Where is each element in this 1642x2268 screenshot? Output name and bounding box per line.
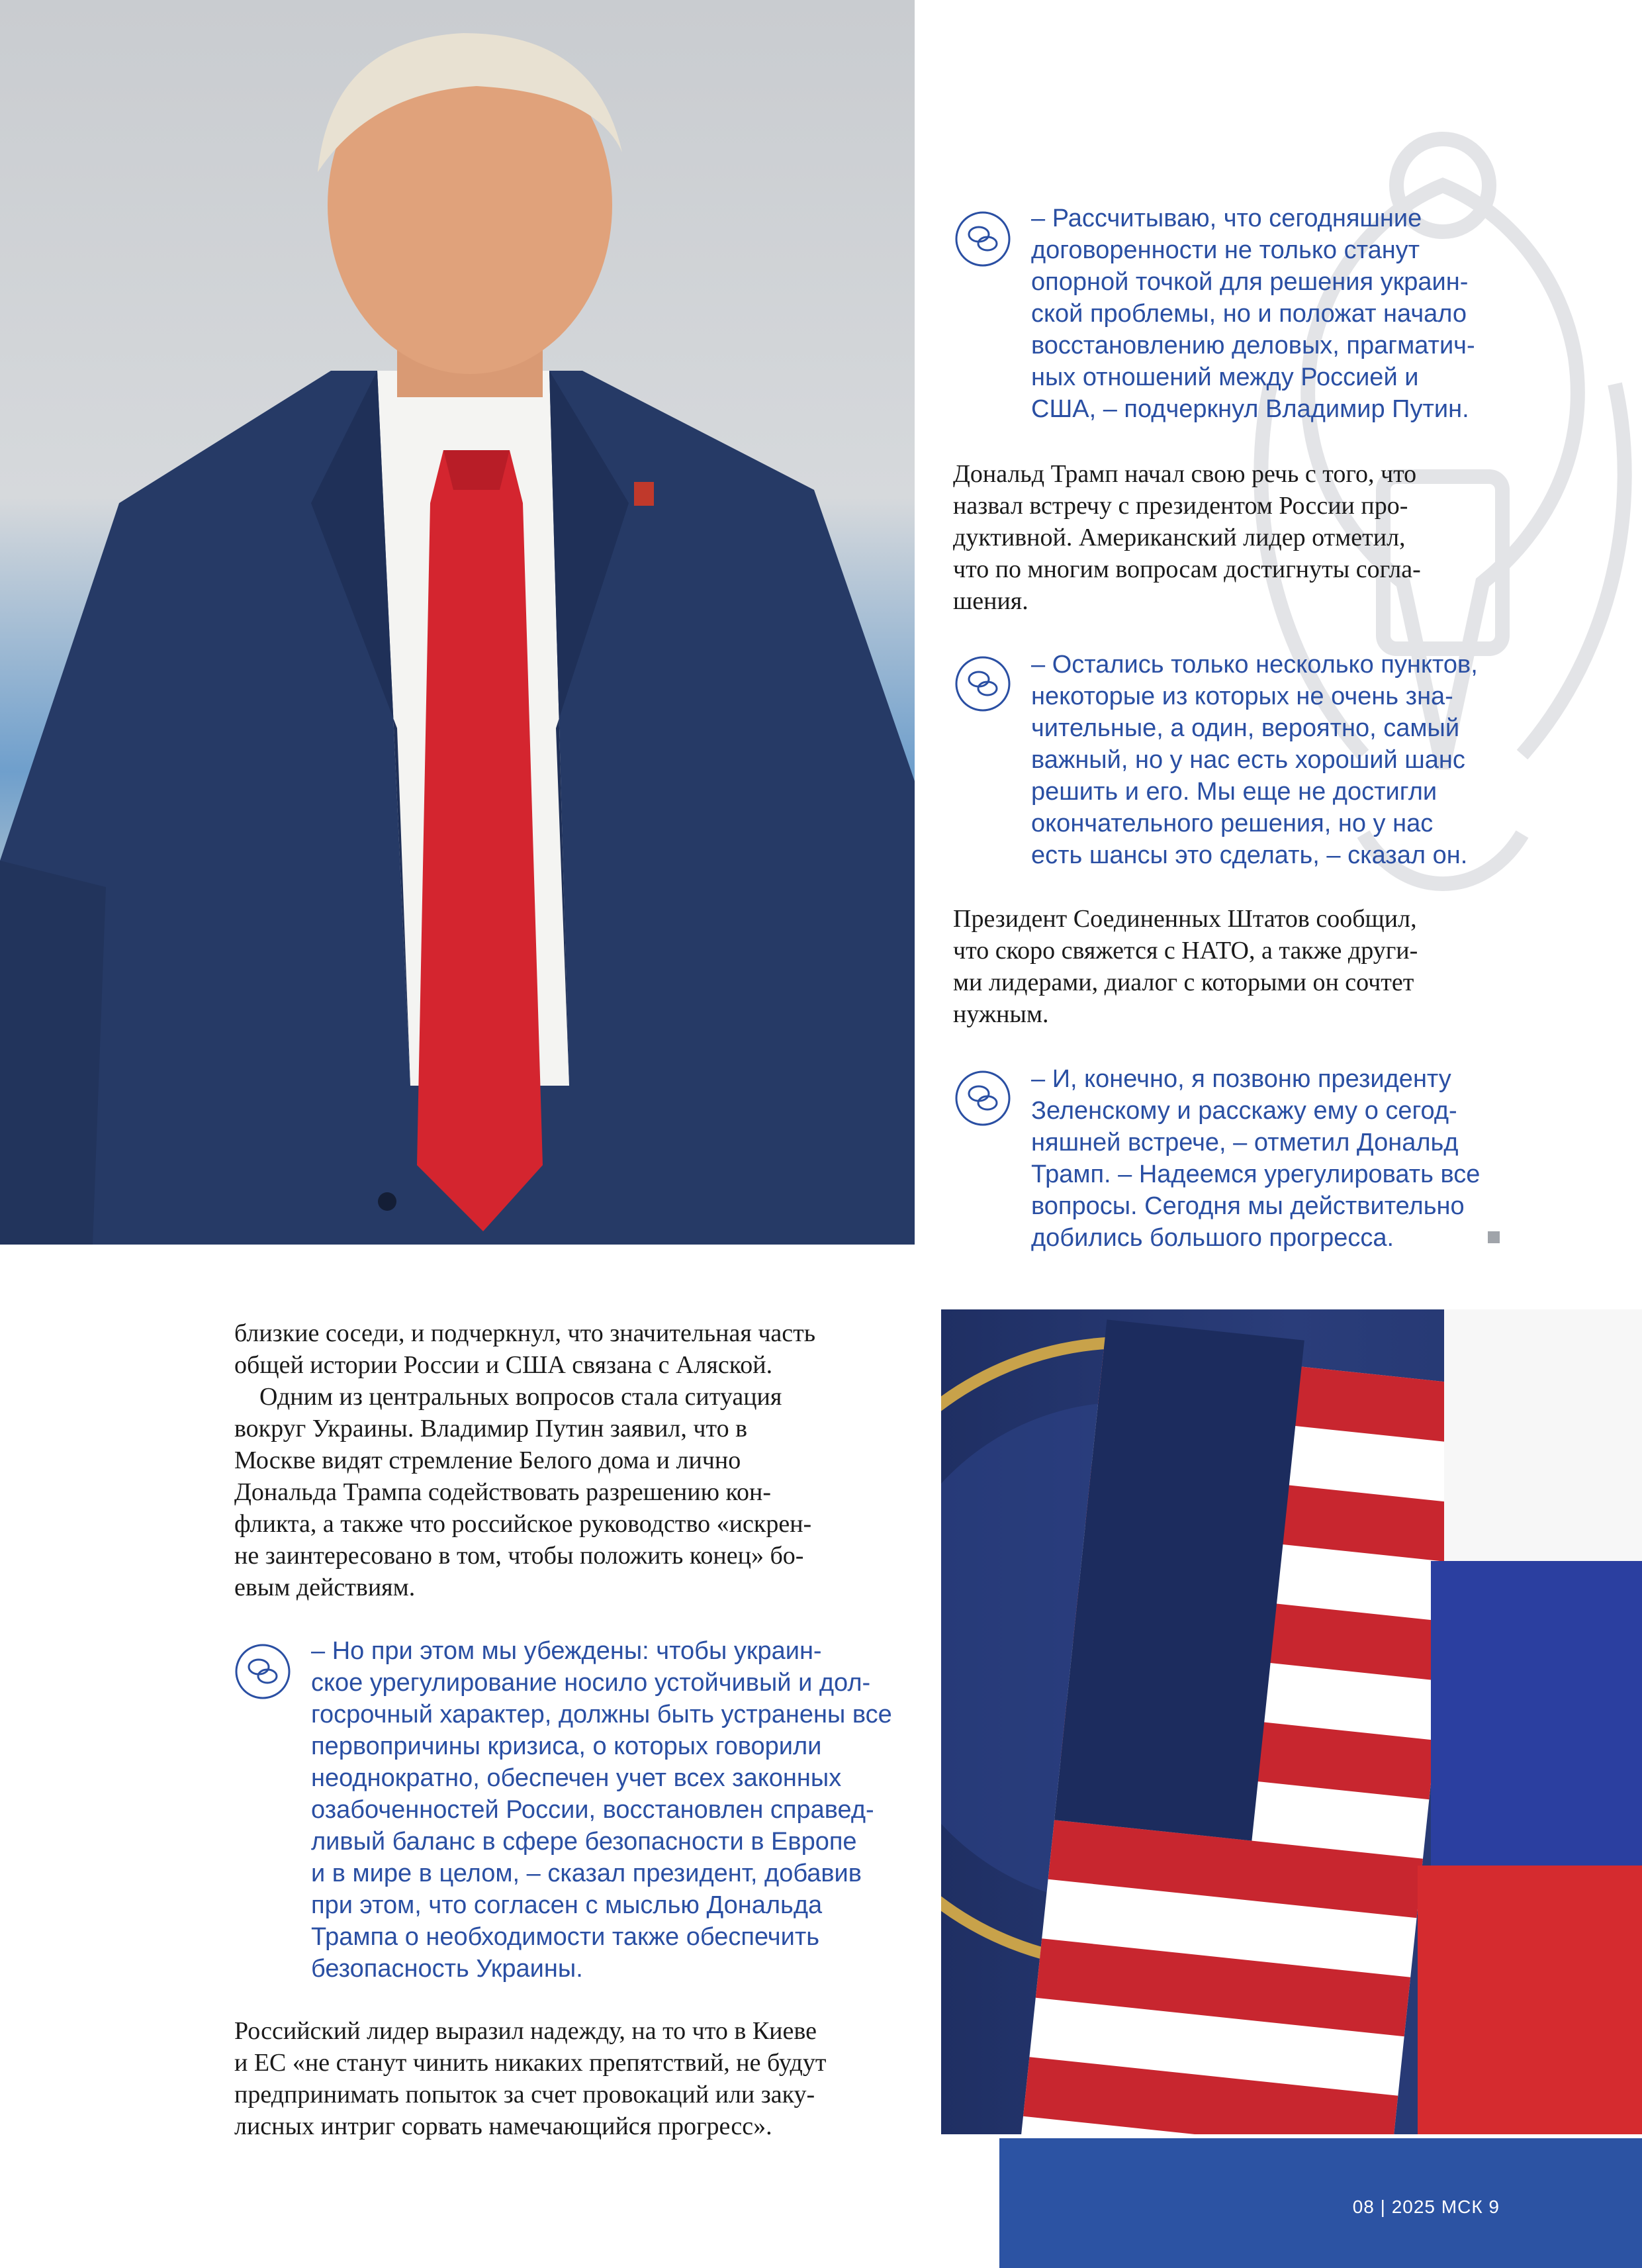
speech-bubbles-icon (954, 655, 1011, 712)
paragraph-kiev-eu: Российский лидер выразил надежду, на то что в Киеве и ЕС «не станут чинить никаких препятствий, не будут предпринимать попыток за счет провокаций или заку- лисных интриг сорвать намечающийся прогресс». (234, 2017, 827, 2140)
quote-trump-points: – Остались только несколько пунктов, некоторые из которых не очень зна- чительные, а один, вероятно, самый важный, но у нас есть хороший шанс решить и его. Мы еще не достигли окончательного решения, но у нас есть шансы это сделать, – сказал он. (1031, 651, 1478, 869)
us-russia-flags (941, 1309, 1642, 2134)
portrait-photo (0, 0, 915, 1245)
flags-photo (941, 1309, 1642, 2134)
speech-bubbles-icon (234, 1643, 291, 1700)
quote-putin-security: – Но при этом мы убеждены: чтобы украин- ское урегулирование носило устойчивый и дол- госрочный характер, должны быть устранены все первопричины кризиса, о которых говорили неоднократно, обеспечен учет всех законных озабоченностей России, восстановлен справед- ливый баланс в сфере безопасности в Европе и в мире в целом, – сказал президент, добавив при этом, что согласен с мыслью Дональда Трампа о необходимости также обеспечить безопасность Украины. (311, 1637, 892, 1983)
quote-putin-agreements: – Рассчитываю, что сегодняшние договоренности не только станут опорной точкой для решения украин- ской проблемы, но и положат начало восстановлению деловых, прагматич- ных отношений между Россией и США, – подчеркнул Владимир Путин. (1031, 205, 1475, 423)
portrait-figure (0, 0, 915, 1245)
paragraph-ukraine-situation: близкие соседи, и подчеркнул, что значительная часть общей истории России и США связана с Аляской. Одним из центральных вопросов стала ситуация вокруг Украины. Владимир Путин заявил, что в Москве видят стремление Белого дома и лично Дональда Трампа содействовать разрешению кон- фликта, а также что российское руководство «искрен- не заинтересовано в том, чтобы положить конец» бо- евым действиям. (234, 1319, 816, 1601)
article-end-mark (1488, 1231, 1500, 1243)
paragraph-trump-speech: Дональд Трамп начал свою речь с того, что назвал встречу с президентом России про- дуктивной. Американский лидер отметил, что по многим вопросам достигнуты согла- шения. (953, 460, 1421, 615)
quote-trump-zelensky: – И, конечно, я позвоню президенту Зеленскому и расскажу ему о сегод- няшней встрече, – отметил Дональд Трамп. – Надеемся урегулировать все вопросы. Сегодня мы действительно добились большого прогресса. (1031, 1065, 1481, 1252)
page-number: 08 | 2025 МСК 9 (1352, 2197, 1500, 2217)
footer-band (999, 2138, 1642, 2268)
paragraph-nato-contact: Президент Соединенных Штатов сообщил, что скоро свяжется с НАТО, а также други- ми лидерами, диалог с которыми он сочтет нужным. (953, 905, 1418, 1028)
speech-bubbles-icon (954, 1070, 1011, 1127)
speech-bubbles-icon (954, 211, 1011, 267)
